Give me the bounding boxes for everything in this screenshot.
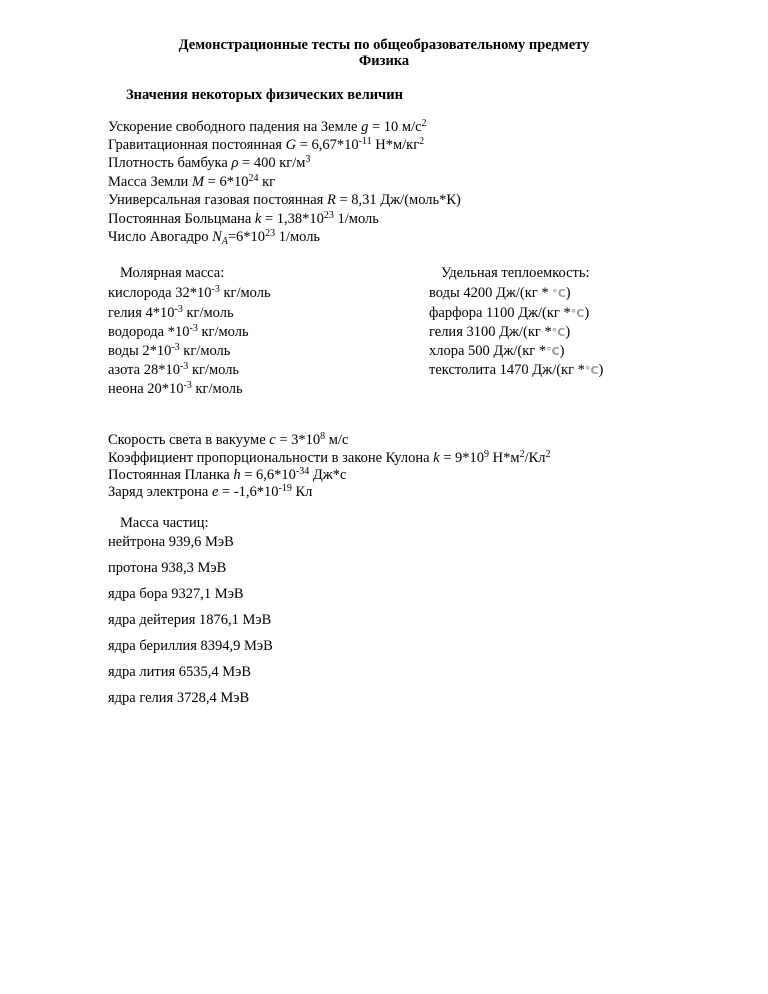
molar-mass-heading: Молярная масса: (120, 265, 225, 281)
degree-celsius-icon: °C (546, 345, 560, 358)
constant-planck: Постоянная Планка $h = 6,6*10^{-34}$ Дж*с (108, 466, 347, 483)
molar-item-oxygen: кислорода $32*10^{-3}$ кг/моль (108, 284, 271, 301)
constant-electron-charge: Заряд электрона $e = -1,6*10^{-19}$ Кл (108, 483, 313, 500)
section-title: Значения некоторых физических величин (126, 87, 403, 103)
degree-celsius-icon: °C (570, 307, 585, 320)
particle-mass-heading: Масса частиц: (120, 515, 209, 531)
degree-celsius-icon: °C (551, 326, 566, 339)
document-title: Демонстрационные тесты по общеобразовательному предмету (178, 37, 590, 53)
heat-item-water: воды 4200 Дж/(кг * °C) (429, 285, 571, 301)
constant-avogadro: Число Авогадро $N_A=6*10^{23}$ 1/моль (108, 228, 321, 247)
degree-celsius-icon: °C (584, 364, 599, 377)
heat-item-chlorine: хлора 500 Дж/(кг *°C) (429, 343, 565, 359)
heat-item-textolite: текстолита 1470 Дж/(кг *°C) (429, 362, 604, 378)
constant-gravitational: Гравитационная постоянная $G = 6,67*10^{-11}$ $Н*м/кг^2$ (108, 136, 425, 153)
constant-gravity-acceleration: Ускорение свободного падения на Земле g = 10 $м/с^2$ (108, 118, 427, 135)
molar-item-helium: гелия $4*10^{-3}$ кг/моль (108, 304, 234, 321)
subject-title: Физика (358, 53, 410, 69)
particle-item-deuterium: ядра дейтерия 1876,1 МэВ (108, 612, 272, 628)
heat-item-porcelain: фарфора 1100 Дж/(кг *°C) (429, 305, 590, 321)
molar-item-hydrogen: водорода $*10^{-3}$ кг/моль (108, 323, 249, 340)
particle-item-boron: ядра бора 9327,1 МэВ (108, 586, 244, 602)
specific-heat-heading: Удельная теплоемкость: (441, 265, 590, 281)
particle-item-neutron: нейтрона 939,6 МэВ (108, 534, 234, 550)
constant-bamboo-density: Плотность бамбука ρ = 400 $кг/м^3$ (108, 154, 311, 171)
heat-item-helium: гелия 3100 Дж/(кг *°C) (429, 324, 571, 340)
particle-item-beryllium: ядра бериллия 8394,9 МэВ (108, 638, 273, 654)
molar-item-neon: неона $20*10^{-3}$ кг/моль (108, 380, 243, 397)
constant-boltzmann: Постоянная Больцмана $k = 1,38*10^{23}$ 1/моль (108, 210, 379, 227)
particle-item-lithium: ядра лития 6535,4 МэВ (108, 664, 252, 680)
molar-item-water: воды $2*10^{-3}$ кг/моль (108, 342, 231, 359)
molar-item-nitrogen: азота $28*10^{-3}$ кг/моль (108, 361, 240, 378)
constant-gas: Универсальная газовая постоянная R = 8,31 Дж/(моль*К) (108, 192, 461, 208)
particle-item-proton: протона 938,3 МэВ (108, 560, 227, 576)
constant-coulomb: Коэффициент пропорциональности в законе Кулона $k = 9*10^9$ $Н*м^2/Кл^2$ (108, 449, 551, 466)
constant-earth-mass: Масса Земли $M = 6*10^{24}$ кг (108, 173, 276, 190)
particle-item-helium: ядра гелия 3728,4 МэВ (108, 690, 250, 706)
constant-speed-of-light: Скорость света в вакууме $c = 3*10^8$ м/с (108, 431, 349, 448)
degree-celsius-icon: °C (552, 287, 566, 300)
